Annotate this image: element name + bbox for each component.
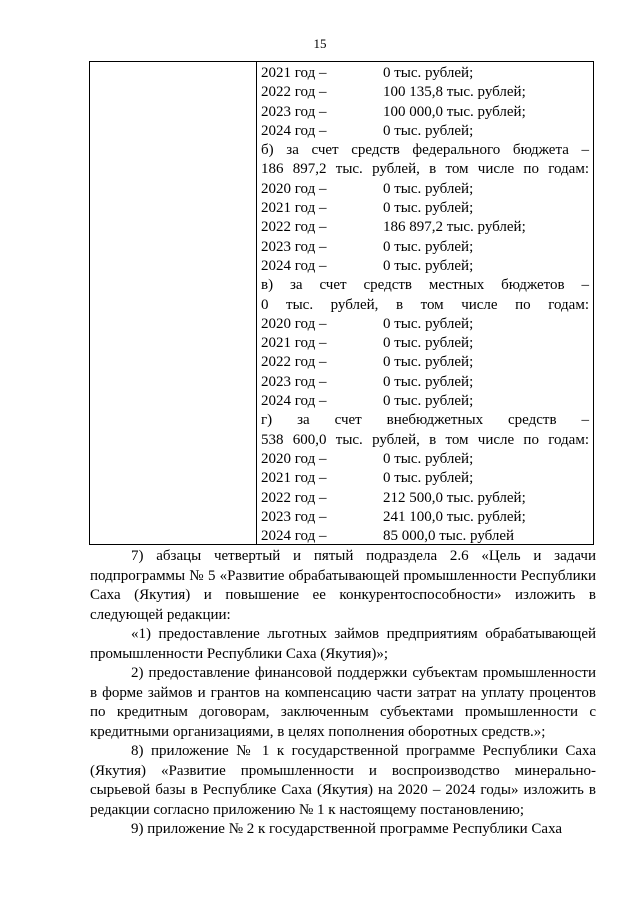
year-label: 2021 год – [261, 335, 327, 352]
year-amount-line [261, 527, 589, 546]
year-amount-line [261, 103, 589, 122]
year-label: 2021 год – [261, 200, 327, 217]
amount-value: 0 тыс. рублей; [383, 180, 474, 197]
amount-value: 0 тыс. рублей; [383, 393, 474, 410]
year-label: 2022 год – [261, 489, 327, 506]
paragraph: 8) приложение № 1 к государственной программе Республики Саха (Якутия) «Развитие промышленности и воспроизводство минерально-сырьевой базы в Республике Саха (Якутия) на 2020 – 2024 годы» изложить в редакции согласно приложению № 1 к настоящему постановлению; [90, 743, 596, 818]
year-label: 2024 год – [261, 528, 327, 545]
amount-value: 100 000,0 тыс. рублей; [383, 103, 526, 120]
year-label: 2023 год – [261, 238, 327, 255]
year-label: 2020 год – [261, 180, 327, 197]
year-amount-line [261, 469, 589, 488]
amount-value: 0 тыс. рублей; [383, 65, 474, 81]
paragraph: 2) предоставление финансовой поддержки субъектам промышленности в форме займов и грантов на компенсацию части затрат на уплату процентов по кредитным договорам, заключенным субъектами промышленности с кредитными организациями, в целях пополнения оборотных средств.»; [90, 665, 596, 740]
column-divider [256, 62, 257, 544]
amount-value: 0 тыс. рублей; [383, 354, 474, 371]
year-label: 2022 год – [261, 219, 327, 236]
year-amount-line [261, 489, 589, 508]
year-amount-line [261, 353, 589, 372]
amount-value: 0 тыс. рублей; [383, 238, 474, 255]
year-amount-line [261, 83, 589, 102]
funding-source-line: 0 тыс. рублей, в том числе по годам: [261, 296, 589, 313]
amount-value: 186 897,2 тыс. рублей; [383, 219, 526, 236]
year-label: 2022 год – [261, 354, 327, 371]
year-label: 2023 год – [261, 103, 327, 120]
year-amount-line [261, 257, 589, 276]
amount-value: 0 тыс. рублей; [383, 373, 474, 390]
funding-source-line: в) за счет средств местных бюджетов – [261, 277, 589, 294]
paragraph: 9) приложение № 2 к государственной программе Республики Саха [131, 821, 563, 837]
year-amount-line [261, 334, 589, 353]
paragraph: «1) предоставление льготных займов предприятиям обрабатывающей промышленности Республики Саха (Якутия)»; [90, 626, 596, 662]
funding-source-line: 186 897,2 тыс. рублей, в том числе по годам: [261, 161, 589, 178]
amount-value: 0 тыс. рублей; [383, 335, 474, 352]
year-amount-line [261, 315, 589, 334]
year-label: 2020 год – [261, 315, 327, 332]
amount-value: 0 тыс. рублей; [383, 315, 474, 332]
paragraph: 7) абзацы четвертый и пятый подраздела 2.6 «Цель и задачи подпрограммы № 5 «Развитие обрабатывающей промышленности Республики Саха (Якутия) и повышение ее конкурентоспособности» изложить в следующей редакции: [90, 548, 596, 623]
year-amount-line [261, 122, 589, 141]
year-label: 2023 год – [261, 508, 327, 525]
year-amount-line [261, 450, 589, 469]
funding-table [89, 61, 594, 545]
amount-value: 0 тыс. рублей; [383, 200, 474, 217]
year-amount-line [261, 373, 589, 392]
year-label: 2021 год – [261, 470, 327, 487]
amount-value: 0 тыс. рублей; [383, 450, 474, 467]
amount-value: 85 000,0 тыс. рублей [383, 528, 515, 545]
year-amount-line [261, 218, 589, 237]
document-body [90, 547, 596, 840]
year-label: 2024 год – [261, 122, 327, 139]
year-label: 2022 год – [261, 84, 327, 101]
year-amount-line [261, 180, 589, 199]
year-amount-line [261, 64, 589, 83]
amount-value: 0 тыс. рублей; [383, 257, 474, 274]
funding-cell [261, 64, 589, 546]
year-label: 2021 год – [261, 65, 327, 81]
year-amount-line [261, 392, 589, 411]
amount-value: 0 тыс. рублей; [383, 470, 474, 487]
year-label: 2024 год – [261, 257, 327, 274]
page-number: 15 [313, 36, 327, 51]
year-label: 2023 год – [261, 373, 327, 390]
amount-value: 100 135,8 тыс. рублей; [383, 84, 526, 101]
year-label: 2020 год – [261, 450, 327, 467]
year-amount-line [261, 199, 589, 218]
amount-value: 0 тыс. рублей; [383, 122, 474, 139]
funding-source-line: б) за счет средств федерального бюджета – [261, 142, 589, 159]
amount-value: 241 100,0 тыс. рублей; [383, 508, 526, 525]
funding-source-line: г) за счет внебюджетных средств – [261, 412, 589, 429]
year-label: 2024 год – [261, 393, 327, 410]
year-amount-line [261, 508, 589, 527]
amount-value: 212 500,0 тыс. рублей; [383, 489, 526, 506]
year-amount-line [261, 238, 589, 257]
funding-source-line: 538 600,0 тыс. рублей, в том числе по годам: [261, 431, 589, 448]
